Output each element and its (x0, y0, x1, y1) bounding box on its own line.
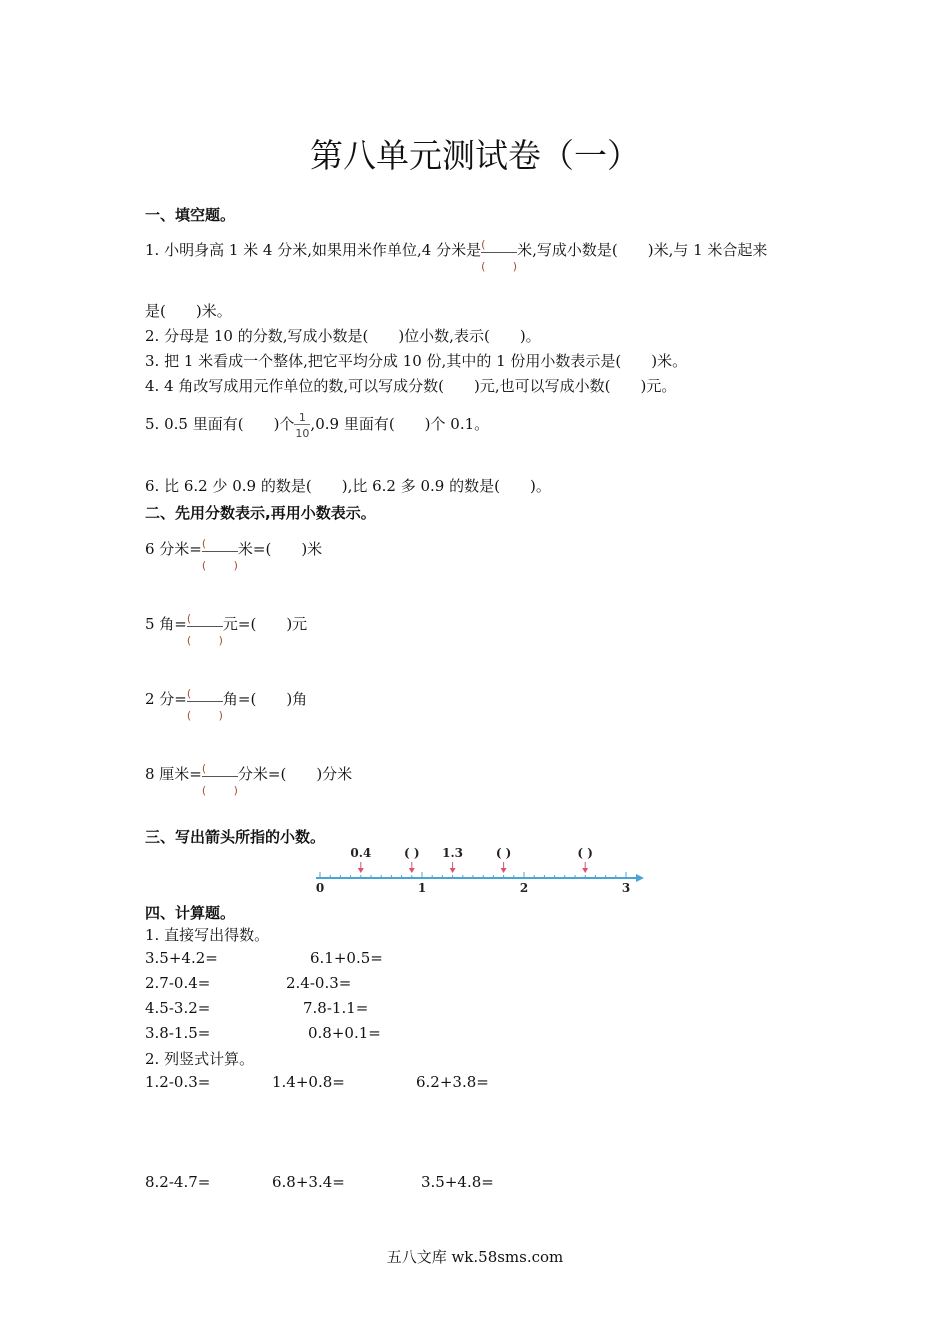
pointer-label: ( ) (404, 846, 420, 860)
sub2-heading: 2. 列竖式计算。 (145, 1050, 255, 1068)
number-line (300, 840, 650, 896)
fraction-blank[interactable]: ( ( ) (186, 687, 223, 722)
pointer-label: ( ) (577, 846, 593, 860)
convert-row (145, 537, 323, 572)
section3-heading: 三、写出箭头所指的小数。 (145, 828, 326, 846)
pointer-arrowhead (409, 868, 415, 873)
vertical-calc: 1.2-0.3= (145, 1073, 211, 1091)
convert-post: )米 (301, 540, 323, 558)
section2-heading: 二、先用分数表示,再用小数表示。 (145, 504, 376, 522)
q1-line1 (145, 238, 768, 273)
fraction-blank[interactable]: ( ( ) (201, 762, 238, 797)
footer-watermark: 五八文库 wk.58sms.com (386, 1248, 564, 1266)
tick-label: 0 (315, 881, 325, 895)
convert-row (145, 687, 308, 722)
direct-calc: 3.5+4.2= (145, 949, 218, 967)
vertical-calc: 6.8+3.4= (272, 1173, 345, 1191)
q6-text-c: )。 (529, 477, 551, 495)
convert-row (145, 762, 353, 797)
convert-mid: 元=( (222, 615, 257, 633)
pointer-arrowhead (450, 868, 456, 873)
q1-text-e: )米。 (195, 302, 232, 320)
pointer-label: ( ) (495, 846, 512, 860)
q1-text-b: 米,写成小数是( (517, 241, 618, 259)
fraction-denominator: 10 (295, 427, 310, 440)
q1-text-d: 是( (145, 302, 166, 320)
pointer-arrowhead (358, 868, 364, 873)
pointer-arrowhead (582, 868, 588, 873)
direct-calc: 7.8-1.1= (303, 999, 369, 1017)
direct-calc: 6.1+0.5= (310, 949, 383, 967)
q6-text-a: 6. 比 6.2 少 0.9 的数是( (145, 477, 312, 495)
q3-text-b: )米。 (651, 352, 688, 370)
tick-label: 1 (417, 881, 427, 895)
convert-post: )元 (286, 615, 308, 633)
q4-text-c: )元。 (640, 377, 677, 395)
convert-pre: 8 厘米= (145, 765, 202, 783)
q1-line2 (145, 300, 232, 321)
vertical-calc: 1.4+0.8= (272, 1073, 345, 1091)
direct-calc: 2.4-0.3= (286, 974, 352, 992)
q4-line (145, 375, 676, 396)
section1-heading: 一、填空题。 (145, 206, 236, 224)
q4-text-a: 4. 4 角改写成用元作单位的数,可以写成分数( (145, 377, 445, 395)
q6-line (145, 475, 551, 496)
q1-text-a: 1. 小明身高 1 米 4 分米,如果用米作单位,4 分米是 (145, 241, 482, 259)
convert-row (145, 612, 308, 647)
tick-label: 3 (621, 881, 631, 895)
convert-post: )分米 (316, 765, 353, 783)
q5-text-b: )个 (273, 415, 295, 433)
q2-text-a: 2. 分母是 10 的分数,写成小数是( (145, 327, 369, 345)
q2-text-b: )位小数,表示( (398, 327, 490, 345)
q6-text-b: ),比 6.2 多 0.9 的数是( (341, 477, 500, 495)
vertical-calc: 6.2+3.8= (416, 1073, 489, 1091)
convert-mid: 角=( (222, 690, 257, 708)
direct-calc: 0.8+0.1= (308, 1024, 381, 1042)
fraction-numerator: 1 (294, 411, 310, 425)
convert-mid: 米=( (237, 540, 272, 558)
tick-label: 2 (519, 881, 529, 895)
q3-line (145, 350, 687, 371)
q5-text-d: )个 0.1。 (424, 415, 490, 433)
direct-calc: 3.8-1.5= (145, 1024, 211, 1042)
fraction-blank[interactable]: ( ( ) (186, 612, 223, 647)
fraction-blank[interactable]: ( ( ) (201, 537, 238, 572)
q2-line (145, 325, 541, 346)
vertical-calc: 3.5+4.8= (421, 1173, 494, 1191)
q4-text-b: )元,也可以写成小数( (474, 377, 611, 395)
direct-calc: 2.7-0.4= (145, 974, 211, 992)
q1-text-c: )米,与 1 米合起来 (647, 241, 768, 259)
pointer-arrowhead (501, 868, 507, 873)
fraction-blank[interactable]: ( ( ) (481, 238, 518, 273)
q5-text-c: ,0.9 里面有( (310, 415, 395, 433)
convert-post: )角 (286, 690, 308, 708)
page-title: 第八单元测试卷（一） (310, 136, 640, 175)
convert-pre: 2 分= (145, 690, 187, 708)
pointer-label: 1.3 (442, 846, 464, 860)
convert-pre: 5 角= (145, 615, 187, 633)
section4-heading: 四、计算题。 (145, 904, 236, 922)
direct-calc: 4.5-3.2= (145, 999, 211, 1017)
one-tenth-fraction (294, 411, 310, 440)
q5-line (145, 411, 490, 440)
vertical-calc: 8.2-4.7= (145, 1173, 211, 1191)
axis-arrowhead (636, 874, 644, 882)
q2-text-c: )。 (519, 327, 541, 345)
sub1-heading: 1. 直接写出得数。 (145, 926, 270, 944)
convert-pre: 6 分米= (145, 540, 202, 558)
q5-text-a: 5. 0.5 里面有( (145, 415, 244, 433)
q3-text-a: 3. 把 1 米看成一个整体,把它平均分成 10 份,其中的 1 份用小数表示是( (145, 352, 622, 370)
pointer-label: 0.4 (350, 846, 372, 860)
convert-mid: 分米=( (237, 765, 287, 783)
